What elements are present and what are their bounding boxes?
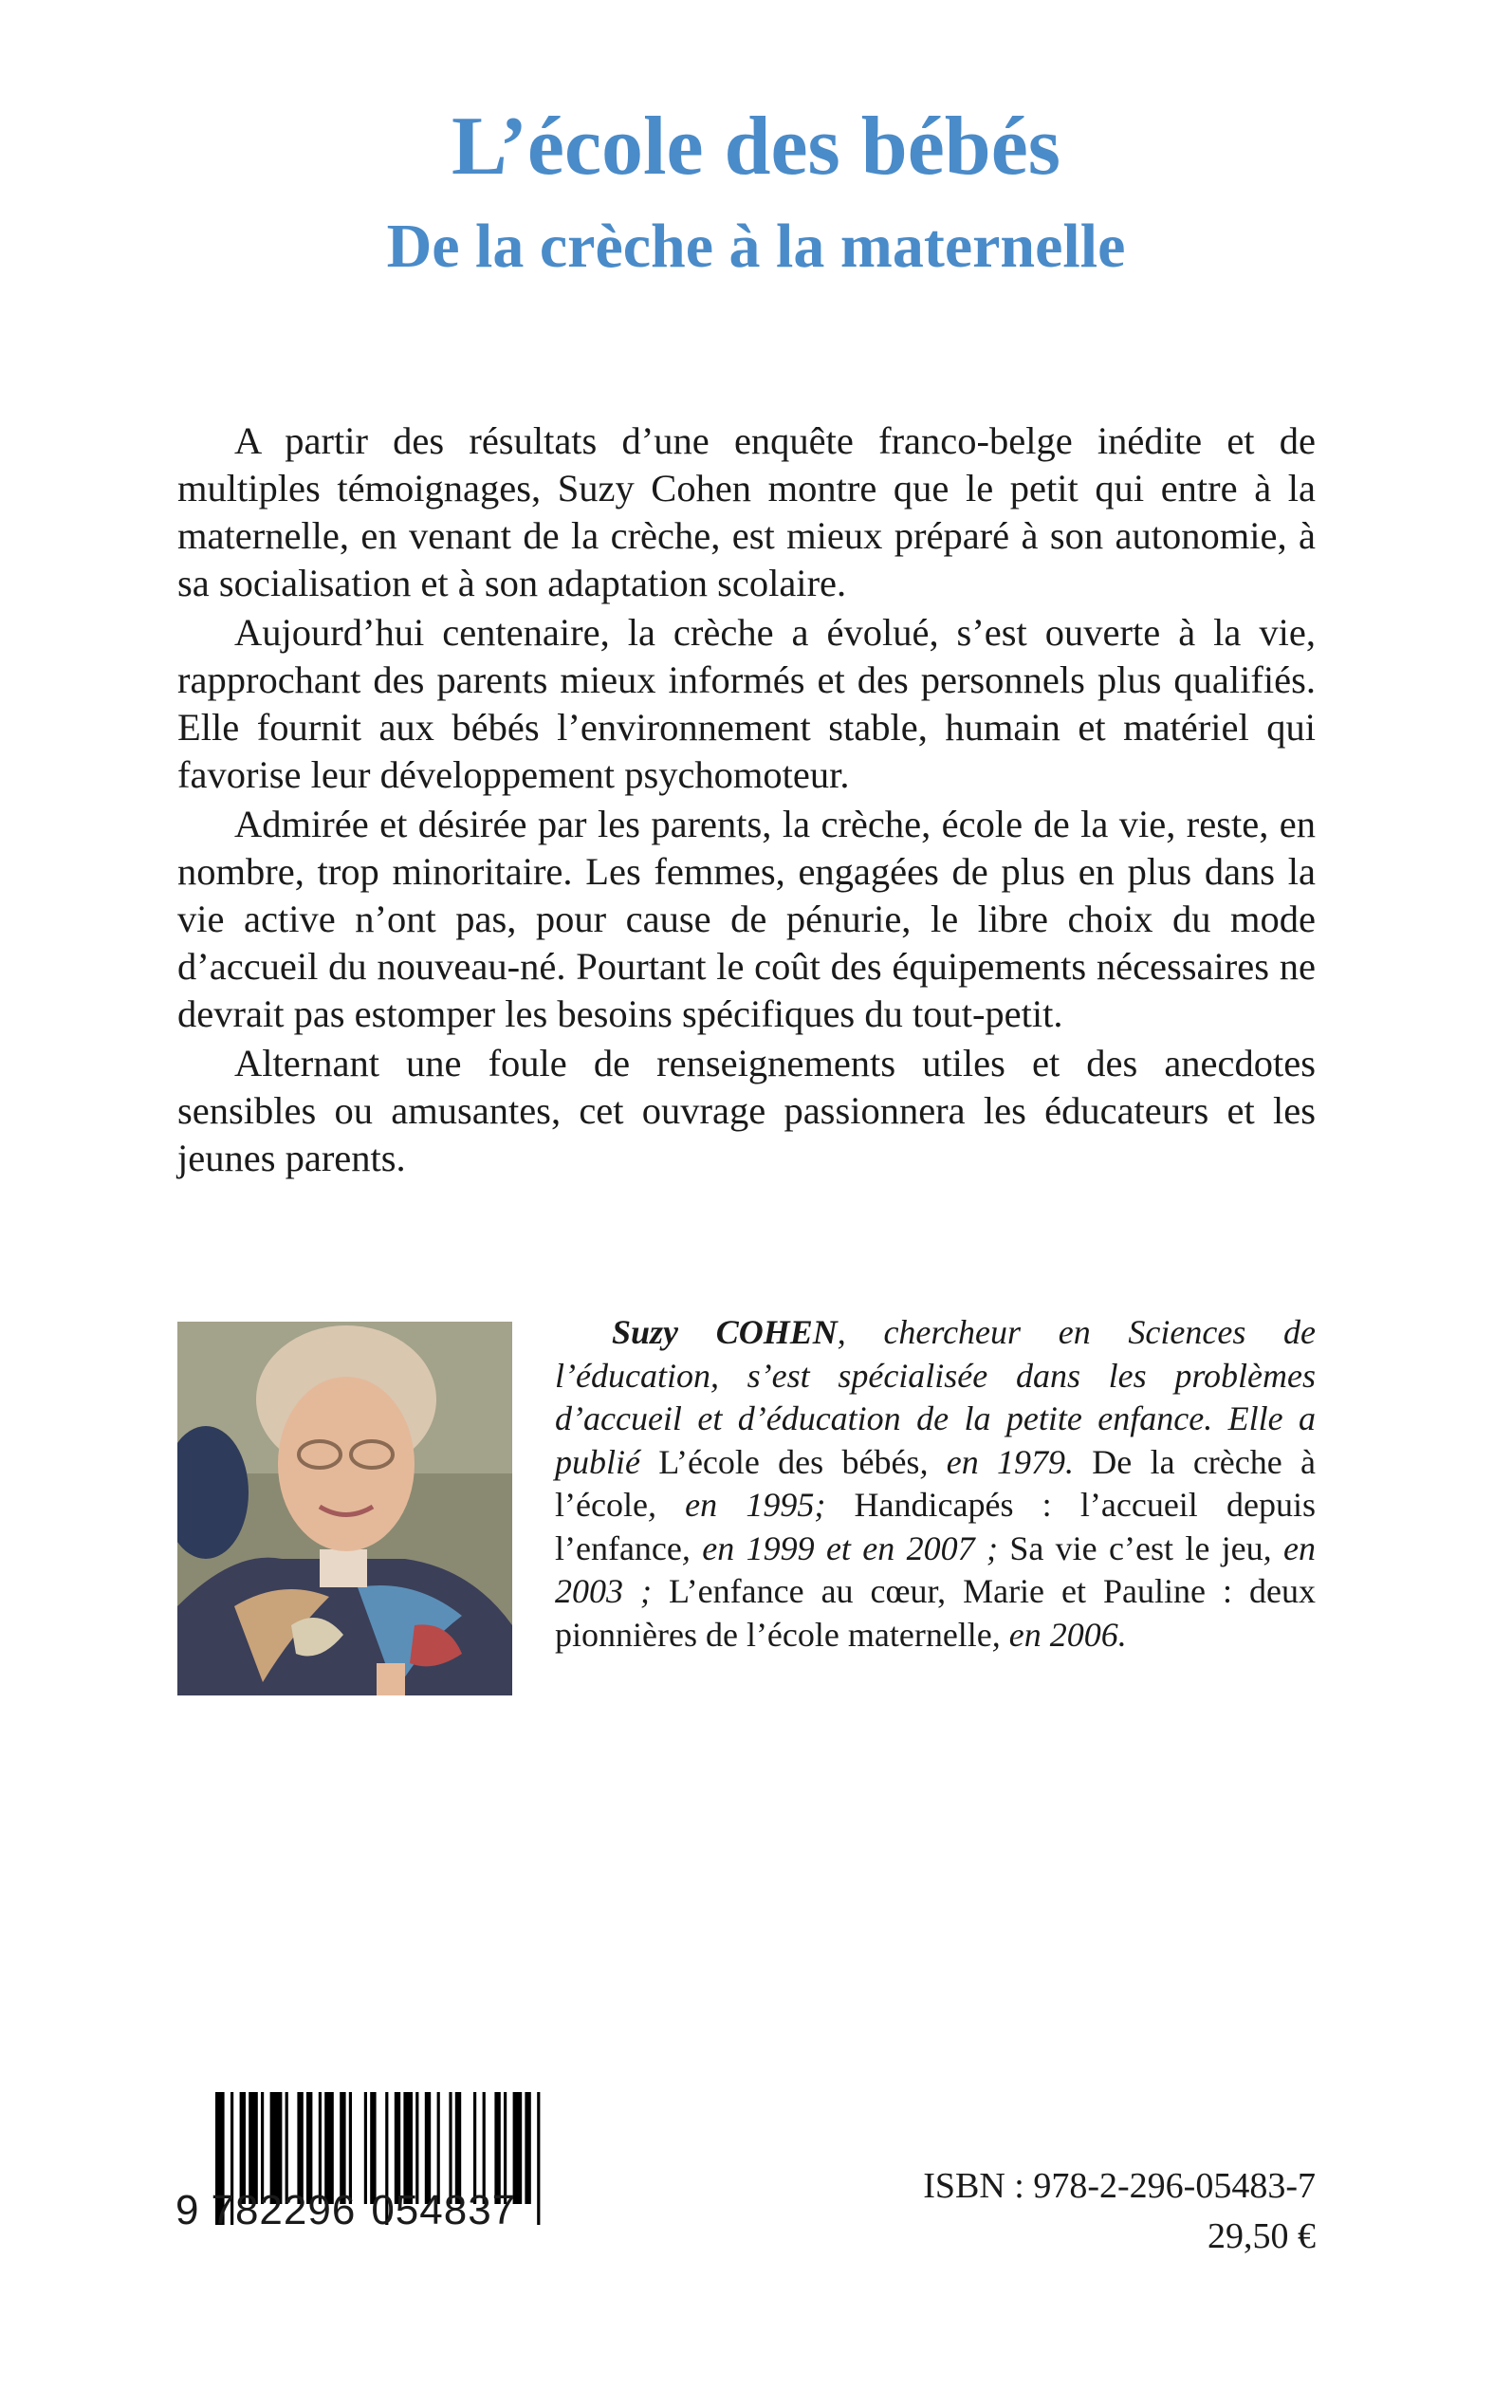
bio-text: , chercheur en Sciences de l’éducation, s’est spécialisée dans les problèmes d’accueil et d’éducation de la petite enfance. Elle a publié [555,1313,1316,1481]
book-reference: Handicapés : l’accueil depuis l’enfance [555,1486,1317,1567]
book-subtitle: De la crèche à la maternelle [386,212,1126,281]
blurb-paragraph: Alternant une foule de renseignements utiles et des anecdotes sensibles ou amusantes, cet ouvrage passionnera les éducateurs et les jeunes parents. [177,1042,1316,1179]
barcode-digit-group: 054837 [371,2187,517,2233]
blurb-paragraph: Aujourd’hui centenaire, la crèche a évolué, s’est ouverte à la vie, rapprochant des parents mieux informés et des personnels plus qualifiés. Elle fournit aux bébés l’environnement stable, humain et matériel qui favorise leur développement psychomoteur. [177,611,1316,796]
isbn: ISBN : 978-2-296-05483-7 [923,2166,1316,2206]
price: 29,50 € [1208,2216,1316,2256]
bio-text: , en 1999 et en 2007 ; [681,1528,1010,1567]
book-reference: L’école des bébés [658,1442,920,1481]
book-title: L’école des bébés [451,101,1061,193]
book-reference: Sa vie c’est le jeu [1009,1528,1263,1567]
blurb-paragraph: Admirée et désirée par les parents, la crèche, école de la vie, reste, en nombre, trop minoritaire. Les femmes, engagées de plus en plus dans la vie active n’ont pas, pour cause de pénurie, le libre choix du mode d’accueil du nouveau-né. Pourtant le coût des équipements nécessaires ne devrait pas estomper les besoins spécifiques du tout-petit. [177,803,1316,1035]
barcode-bar [525,2092,530,2204]
author-bio [555,1311,1316,1657]
bio-text: , en 1995; [647,1486,855,1524]
book-reference: L’enfance au cœur, Marie et Pauline : deux pionnières de l’école maternelle [555,1572,1316,1654]
barcode-digit-lead: 9 [175,2187,200,2233]
barcode-digit-group: 782296 [211,2187,357,2233]
bio-text: , en 1979. [919,1442,1093,1481]
barcode-digits [175,2187,516,2234]
book-reference: De la crèche à l’école [555,1442,1317,1524]
barcode-bar [537,2092,540,2225]
author-name: Suzy COHEN [612,1313,838,1351]
back-cover-blurb [177,417,1316,1184]
bio-text: , en 2003 ; [555,1528,1316,1610]
bio-text: , en 2006. [991,1615,1127,1654]
author-photo [177,1322,512,1695]
blurb-paragraph: A partir des résultats d’une enquête franco-belge inédite et de multiples témoignages, Suzy Cohen montre que le petit qui entre à la maternelle, en venant de la crèche, est mieux préparé à son autonomie, à sa socialisation et à son adaptation scolaire. [177,419,1316,604]
